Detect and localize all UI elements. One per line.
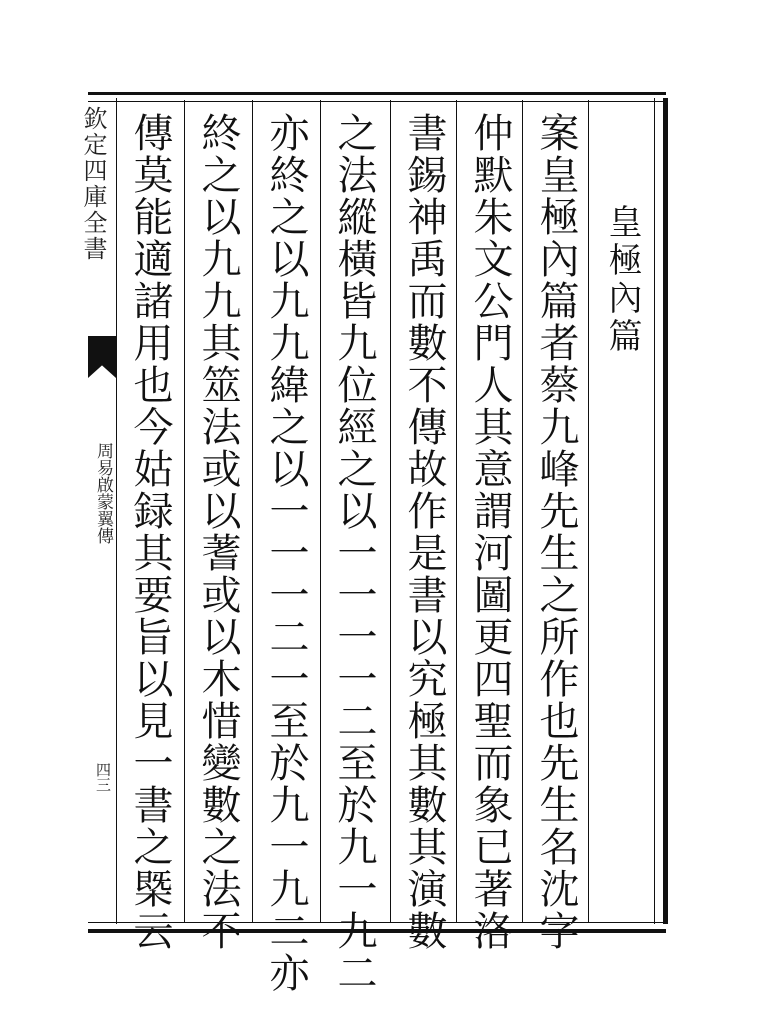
frame-right-rule [654, 98, 668, 924]
text-column-5 [252, 100, 319, 994]
column-text: 仲默朱文公門人其意謂河圖更四聖而象已著洛 [467, 112, 513, 952]
book-title: 周易啟蒙翼傳 [93, 442, 113, 544]
column-text: 書錫神禹而數不傳故作是書以究極其數其演數 [401, 112, 447, 952]
column-text: 終之以九九其筮法或以蓍或以木惜變數之法不 [195, 112, 241, 952]
series-title: 欽定四庫全書 [79, 106, 107, 262]
text-column-1 [522, 100, 589, 952]
text-column-2 [456, 100, 523, 952]
section-heading: 皇極內篇 [602, 204, 642, 356]
text-column-7 [116, 100, 183, 952]
page-number: 四三 [94, 762, 112, 792]
margin-strip [79, 98, 117, 924]
text-column-4 [320, 100, 387, 994]
column-text: 案皇極內篇者蔡九峰先生之所作也先生名沈字 [533, 112, 579, 952]
text-column-6 [184, 100, 251, 952]
column-text: 亦終之以九九緯之以一一一二一至於九一九二亦 [263, 112, 309, 994]
text-column-3 [390, 100, 457, 952]
column-text: 之法縱橫皆九位經之以一一一一二至於九一九二 [331, 112, 377, 994]
text-column-heading [588, 100, 655, 922]
column-text: 傳莫能適諸用也今姑録其要旨以見一書之槩云 [127, 112, 173, 952]
fishtail-mark-icon [88, 336, 116, 378]
